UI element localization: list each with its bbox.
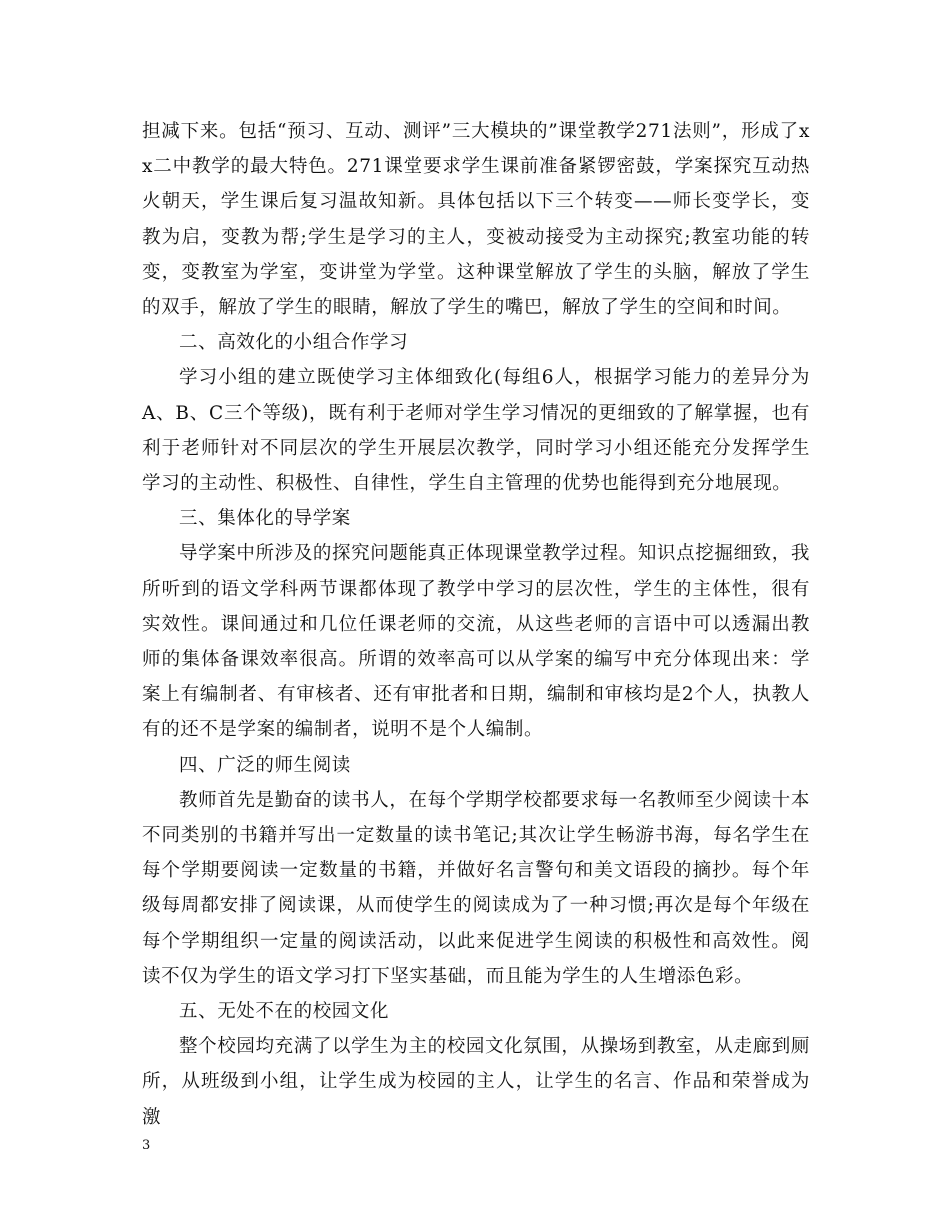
page-number: 3 bbox=[142, 1138, 151, 1153]
document-body bbox=[142, 114, 810, 1135]
section-heading-2: 二、高效化的小组合作学习 bbox=[179, 332, 409, 354]
section-heading-4: 四、广泛的师生阅读 bbox=[179, 754, 351, 776]
section-heading-3: 三、集体化的导学案 bbox=[179, 508, 351, 530]
paragraph-group-learning: 学习小组的建立既使学习主体细致化(每组6人，根据学习能力的差异分为A、B、C三个等级)，既有利于老师对学生学习情况的更细致的了解掌握，也有利于老师针对不同层次的学生开展层次教学，同时学习小组还能充分发挥学生学习的主动性、积极性、自律性，学生自主管理的优势也能得到充分地展现。 bbox=[142, 367, 810, 495]
section-heading-5: 五、无处不在的校园文化 bbox=[179, 1001, 390, 1023]
paragraph-study-guide: 导学案中所涉及的探究问题能真正体现课堂教学过程。知识点挖掘细致，我所听到的语文学科两节课都体现了教学中学习的层次性，学生的主体性，很有实效性。课间通过和几位任课老师的交流，从这些老师的言语中可以透漏出教师的集体备课效率很高。所谓的效率高可以从学案的编写中充分体现出来：学案上有编制者、有审核者、还有审批者和日期，编制和审核均是2个人，执教人有的还不是学案的编制者，说明不是个人编制。 bbox=[142, 543, 810, 741]
paragraph-reading: 教师首先是勤奋的读书人，在每个学期学校都要求每一名教师至少阅读十本不同类别的书籍并写出一定数量的读书笔记;其次让学生畅游书海，每名学生在每个学期要阅读一定数量的书籍，并做好名言警句和美文语段的摘抄。每个年级每周都安排了阅读课，从而使学生的阅读成为了一种习惯;再次是每个年级在每个学期组织一定量的阅读活动，以此来促进学生阅读的积极性和高效性。阅读不仅为学生的语文学习打下坚实基础，而且能为学生的人生增添色彩。 bbox=[142, 789, 810, 987]
paragraph-continuation: 担减下来。包括“预习、互动、测评”三大模块的”课堂教学271法则”，形成了xx二中教学的最大特色。271课堂要求学生课前准备紧锣密鼓，学案探究互动热火朝天，学生课后复习温故知新。具体包括以下三个转变——师长变学长，变教为启，变教为帮;学生是学习的主人，变被动接受为主动探究;教室功能的转变，变教室为学室，变讲堂为学堂。这种课堂解放了学生的头脑，解放了学生的双手，解放了学生的眼睛，解放了学生的嘴巴，解放了学生的空间和时间。 bbox=[142, 121, 810, 319]
paragraph-campus-culture: 整个校园均充满了以学生为主的校园文化氛围，从操场到教室，从走廊到厕所，从班级到小组，让学生成为校园的主人，让学生的名言、作品和荣誉成为激 bbox=[142, 1036, 810, 1128]
